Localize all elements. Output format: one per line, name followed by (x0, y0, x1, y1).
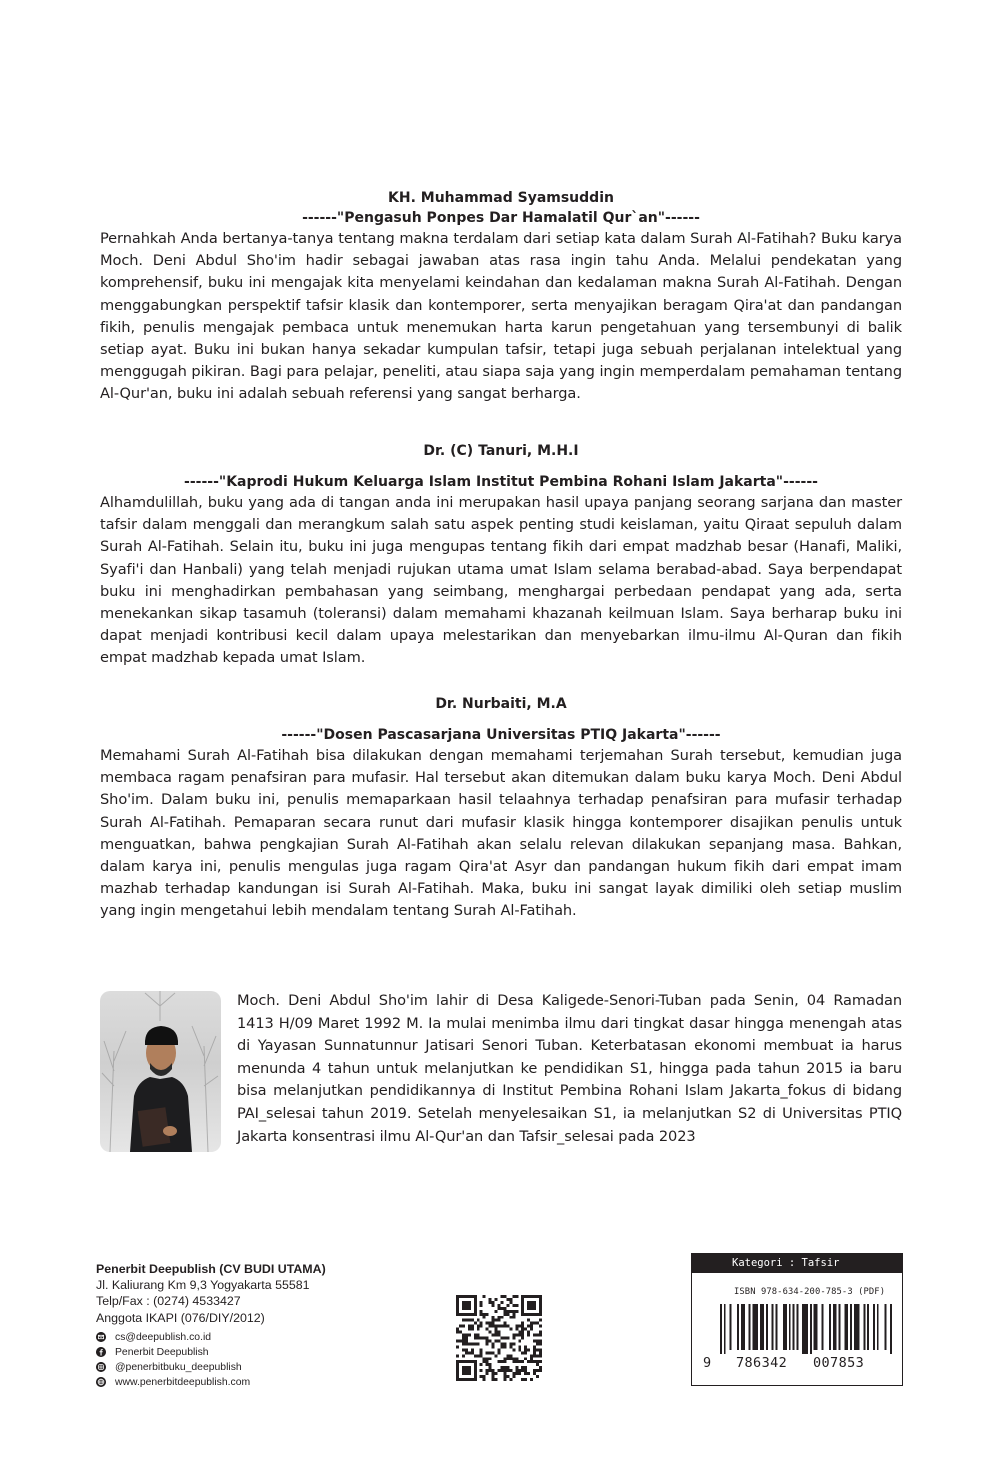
contact-text: www.penerbitdeepublish.com (115, 1376, 251, 1388)
endorser-name: KH. Muhammad Syamsuddin (388, 190, 614, 206)
publisher-name: Penerbit Deepublish (CV BUDI UTAMA) (96, 1262, 326, 1276)
barcode-digit-first: 9 (703, 1355, 712, 1371)
contact-list (96, 1330, 326, 1390)
publisher-member: Anggota IKAPI (076/DIY/2012) (96, 1310, 265, 1325)
author-portrait-image (100, 991, 221, 1152)
author-photo (100, 991, 221, 1152)
publisher-address: Jl. Kaliurang Km 9,3 Yogyakarta 55581 (96, 1278, 310, 1293)
barcode-digits-right: 007853 (813, 1355, 865, 1371)
globe-icon (96, 1377, 106, 1387)
publisher-info (96, 1261, 326, 1390)
category-label: Kategori : Tafsir (692, 1254, 902, 1273)
contact-website[interactable] (96, 1375, 326, 1390)
author-bio: Moch. Deni Abdul Sho'im lahir di Desa Kaligede-Senori-Tuban pada Senin, 04 Ramadan 1413 H/09 Maret 1992 M. Ia mulai menimba ilmu dari tingkat dasar hingga menengah atas di Yayasan Sunnatunnur Jatisari Senori Tuban. Keterbatasan ekonomi membuat ia harus menunda 4 tahun untuk melanjutkan ke pendidikan S1, hingga pada tahun 2015 ia baru bisa melanjutkan pendidikannya di Institut Pembina Rohani Islam Jakarta_fokus di bidang PAI_selesai tahun 2019. Setelah menyelesaikan S1, ia melanjutkan S2 di Universitas PTIQ Jakarta konsentrasi ilmu Al-Qur'an dan Tafsir_selesai pada 2023 (237, 992, 902, 1145)
endorsement-text: Pernahkah Anda bertanya-tanya tentang makna terdalam dari setiap kata dalam Surah Al-Fatihah? Buku karya Moch. Deni Abdul Sho'im hadir sebagai jawaban atas rasa ingin tahu Anda. Melalui pendekatan yang komprehensif, buku ini mengajak kita menyelami keindahan dan kedalaman makna Surah Al-Fatihah. Dengan menggabungkan perspektif tafsir klasik dan kontemporer, serta menyajikan beragam Qira'at dan pandangan fikih, penulis mengajak pembaca untuk menemukan harta karun pengetahuan yang tersembunyi di balik setiap ayat. Buku ini bukan hanya sekadar kumpulan tafsir, tetapi juga sebuah perjalanan intelektual yang menggugah pikiran. Bagi para pelajar, peneliti, atau siapa saja yang ingin memperdalam pemahaman tentang Al-Qur'an, buku ini adalah sebuah referensi yang sangat berharga. (100, 230, 902, 403)
endorser-role: ------"Pengasuh Ponpes Dar Hamalatil Qur`an"------ (302, 210, 700, 226)
contact-text: cs@deepublish.co.id (115, 1331, 212, 1343)
facebook-icon (96, 1347, 106, 1357)
barcode-digits-left: 786342 (736, 1355, 788, 1371)
endorsement-text: Memahami Surah Al-Fatihah bisa dilakukan dengan memahami terjemahan Surah tersebut, kemudian juga membaca ragam penafsiran para mufasir. Hal tersebut akan ditemukan dalam buku karya Moch. Deni Abdul Sho'im. Dalam buku ini, penulis memaparkaan hasil telaahnya terhadap penafsiran para mufasir terhadap Surah Al-Fatihah. Pemaparan secara runut dari mufasir klasik hingga kontemporer disajikan penulis untuk menguatkan, bahwa pengkajian Surah Al-Fatihah akan selalu relevan dilakukan sepanjang masa. Bahkan, dalam karya ini, penulis mengulas juga ragam Qira'at Asyr dan pandangan hukum fikih dari empat imam mazhab terhadap kandungan isi Surah Al-Fatihah. Maka, buku ini sangat layak dimiliki oleh setiap muslim yang ingin mengetahui lebih mendalam tentang Surah Al-Fatihah. (100, 747, 902, 920)
endorser-name: Dr. Nurbaiti, M.A (435, 696, 567, 712)
endorser-role: ------"Dosen Pascasarjana Universitas PTIQ Jakarta"------ (281, 727, 721, 743)
endorsement-1 (100, 188, 902, 406)
endorser-role: ------"Kaprodi Hukum Keluarga Islam Institut Pembina Rohani Islam Jakarta"------ (184, 474, 818, 490)
contact-email[interactable] (96, 1330, 326, 1345)
isbn-number: ISBN 978-634-200-785-3 (PDF) (734, 1287, 886, 1297)
contact-facebook[interactable] (96, 1345, 326, 1360)
publisher-phone: Telp/Fax : (0274) 4533427 (96, 1294, 241, 1309)
instagram-icon (96, 1362, 106, 1372)
endorser-name: Dr. (C) Tanuri, M.H.I (423, 443, 579, 459)
contact-text: @penerbitbuku_deepublish (115, 1361, 242, 1373)
contact-text: Penerbit Deepublish (115, 1346, 209, 1358)
endorsement-2 (100, 441, 902, 670)
endorsement-text: Alhamdulillah, buku yang ada di tangan anda ini merupakan hasil upaya panjang seorang sarjana dan master tafsir dalam menggali dan merangkum salah satu aspek penting studi keislaman, yaitu Qiraat sepuluh dalam Surah Al-Fatihah. Selain itu, buku ini juga mengupas tentang fikih dari empat madzhab besar (Hanafi, Maliki, Syafi'i dan Hanbali) yang telah menjadi rujukan utama umat Islam selama berabad-abad. Saya berpendapat buku ini menghadirkan pembahasan yang seimbang, menghargai perbedaan pendapat yang ada, serta menekankan sikap tasamuh (toleransi) dalam memahami khazanah keilmuan Islam. Saya berharap buku ini dapat menjadi kontribusi kecil dalam upaya melestarikan dan menyebarkan ilmu-ilmu Al-Quran dan fikih empat madzhab kepada umat Islam. (100, 494, 902, 667)
qr-code[interactable] (456, 1295, 542, 1381)
email-icon (96, 1332, 106, 1342)
endorsement-3 (100, 694, 902, 923)
isbn-box (691, 1253, 903, 1386)
barcode (720, 1304, 894, 1354)
contact-instagram[interactable] (96, 1360, 326, 1375)
